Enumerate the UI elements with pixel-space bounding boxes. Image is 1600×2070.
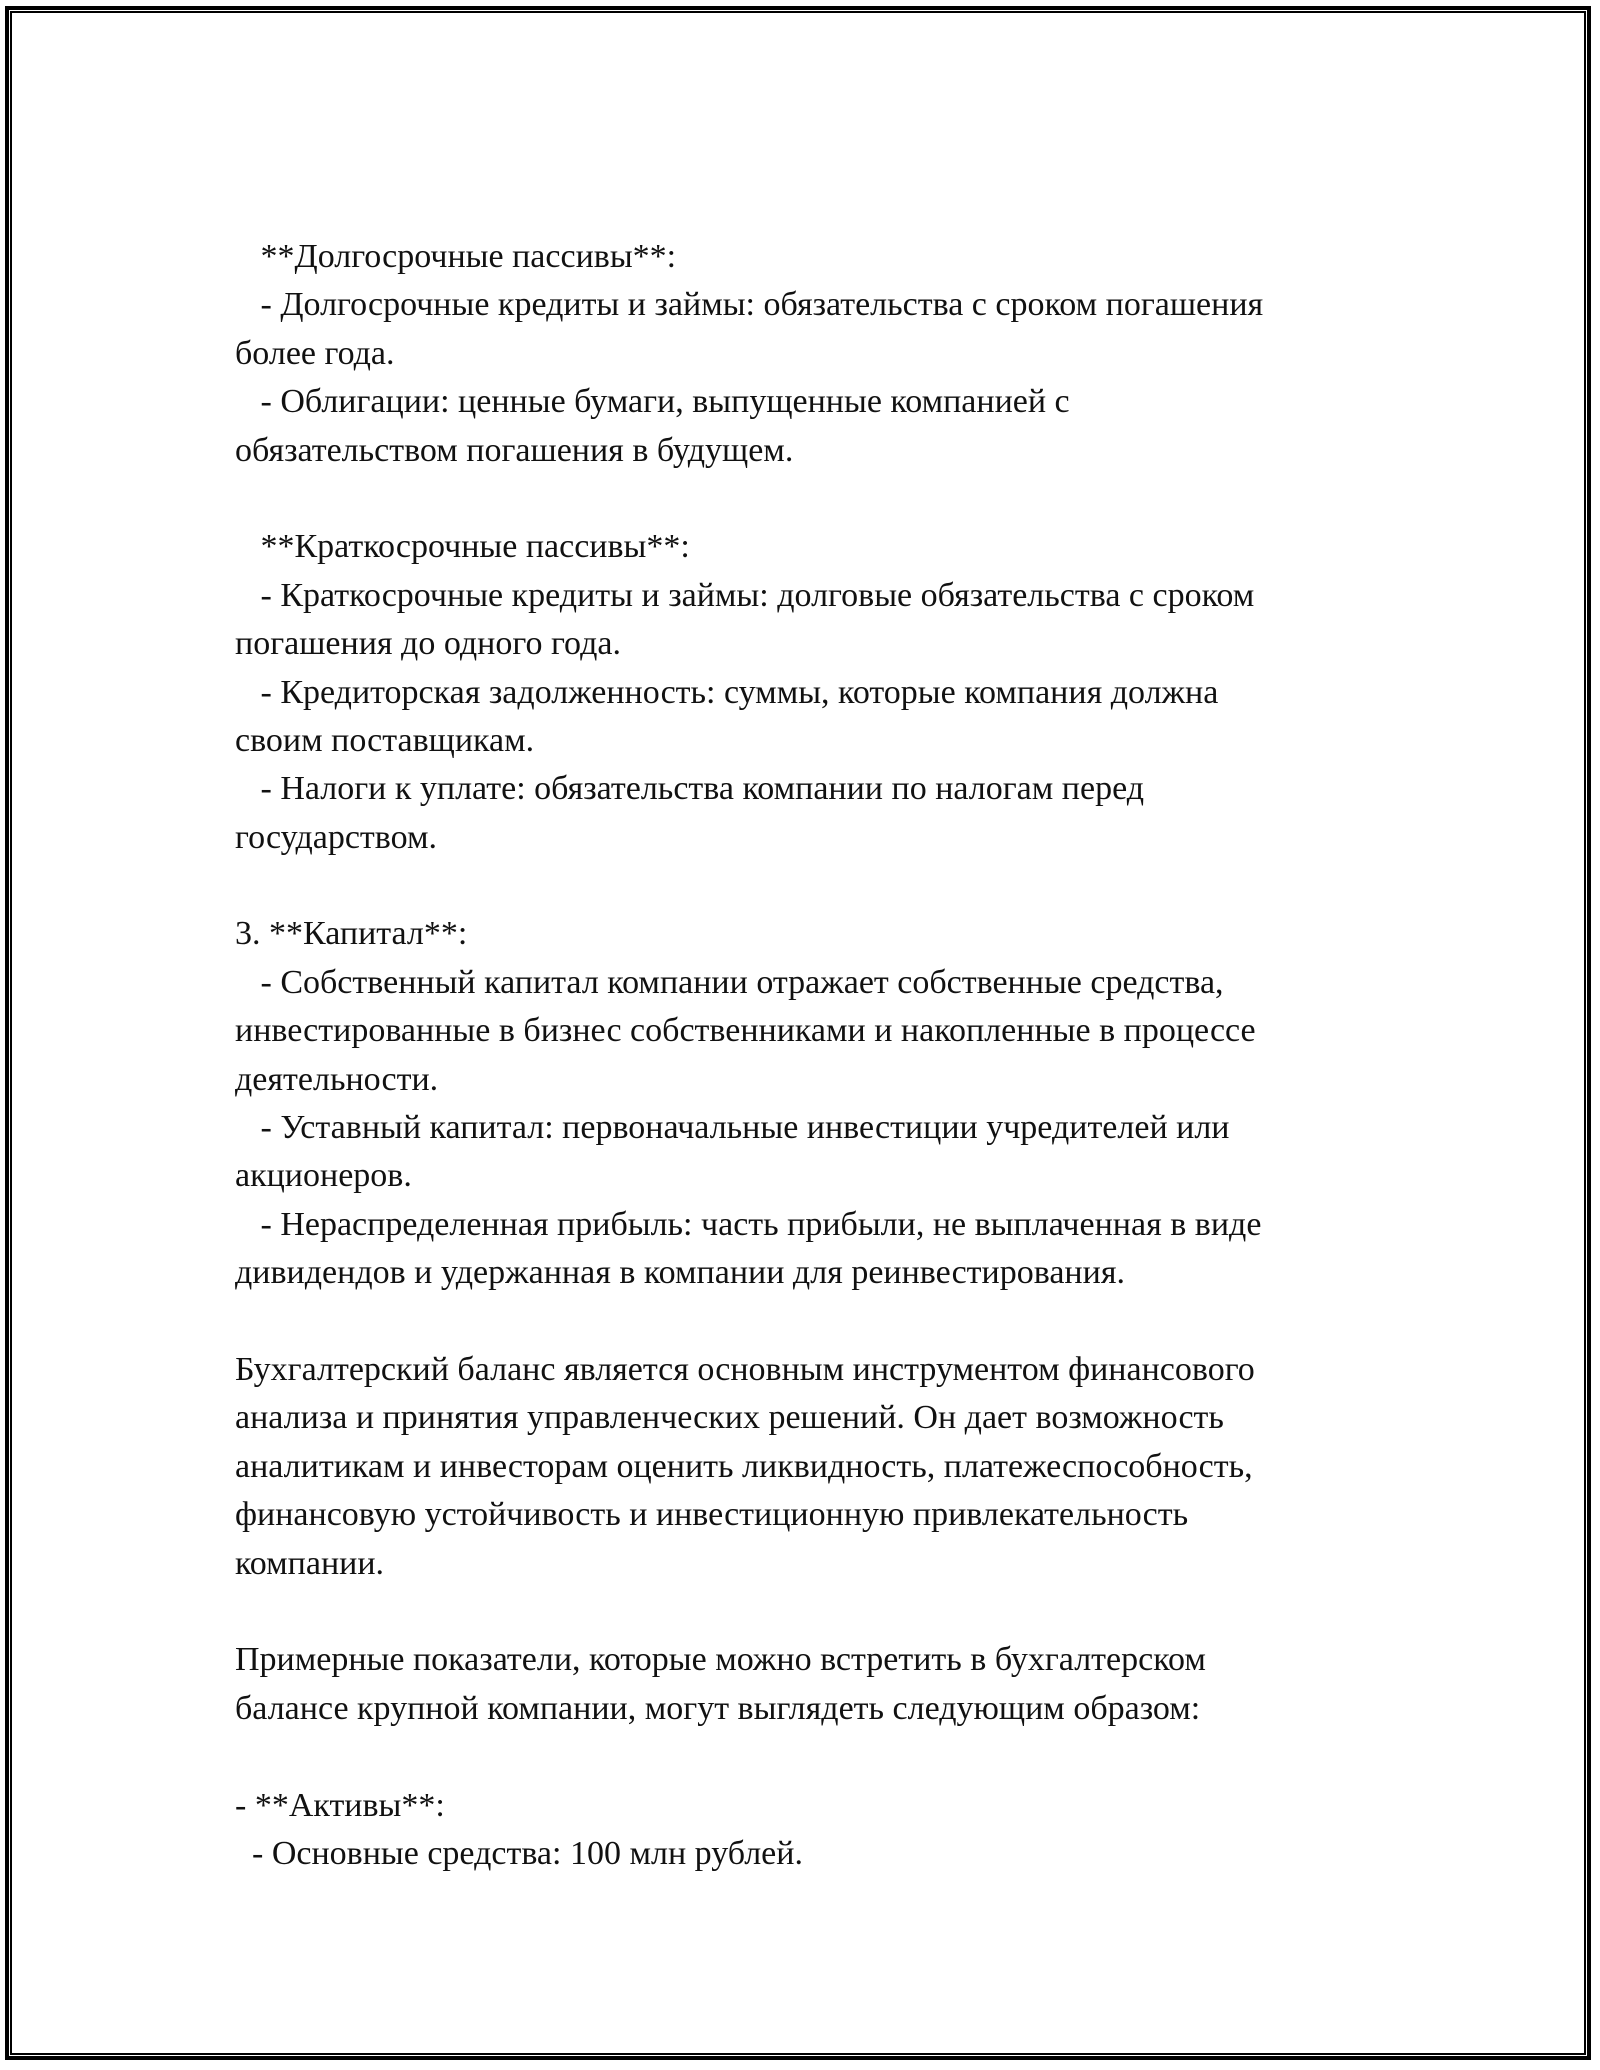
text-line: государством. bbox=[235, 818, 437, 856]
blank-line bbox=[235, 862, 1365, 910]
text-line: обязательством погашения в будущем. bbox=[235, 431, 794, 469]
text-line: - **Активы**: bbox=[235, 1786, 445, 1824]
text-line: финансовую устойчивость и инвестиционную привлекательность bbox=[235, 1496, 1189, 1534]
text-line: - Долгосрочные кредиты и займы: обязательства с сроком погашения bbox=[235, 286, 1264, 324]
text-line: - Уставный капитал: первоначальные инвестиции учредителей или bbox=[235, 1109, 1230, 1147]
text-line: **Краткосрочные пассивы**: bbox=[235, 528, 690, 566]
blank-line bbox=[235, 1298, 1365, 1346]
text-line: погашения до одного года. bbox=[235, 625, 621, 663]
text-line: компании. bbox=[235, 1544, 385, 1582]
text-line: дивидендов и удержанная в компании для реинвестирования. bbox=[235, 1254, 1125, 1292]
text-line: балансе крупной компании, могут выглядеть следующим образом: bbox=[235, 1689, 1201, 1727]
text-line: - Основные средства: 100 млн рублей. bbox=[235, 1834, 803, 1872]
text-line: деятельности. bbox=[235, 1060, 439, 1098]
text-line: - Кредиторская задолженность: суммы, которые компания должна bbox=[235, 673, 1219, 711]
text-line: Бухгалтерский баланс является основным инструментом финансового bbox=[235, 1350, 1255, 1388]
text-line: - Краткосрочные кредиты и займы: долговые обязательства с сроком bbox=[235, 576, 1255, 614]
text-line: более года. bbox=[235, 334, 395, 372]
text-line: - Облигации: ценные бумаги, выпущенные компанией с bbox=[235, 383, 1070, 421]
document-body bbox=[235, 233, 1365, 1878]
text-line: акционеров. bbox=[235, 1157, 412, 1195]
text-line: своим поставщикам. bbox=[235, 721, 535, 759]
text-line: аналитикам и инвесторам оценить ликвидность, платежеспособность, bbox=[235, 1447, 1253, 1485]
text-line: - Собственный капитал компании отражает собственные средства, bbox=[235, 963, 1224, 1001]
text-line: Примерные показатели, которые можно встретить в бухгалтерском bbox=[235, 1641, 1206, 1679]
text-line: - Нераспределенная прибыль: часть прибыли, не выплаченная в виде bbox=[235, 1205, 1262, 1243]
text-line: - Налоги к уплате: обязательства компании по налогам перед bbox=[235, 770, 1145, 808]
blank-line bbox=[235, 1733, 1365, 1781]
text-line: **Долгосрочные пассивы**: bbox=[235, 238, 677, 275]
blank-line bbox=[235, 475, 1365, 523]
blank-line bbox=[235, 1588, 1365, 1636]
text-line: 3. **Капитал**: bbox=[235, 915, 468, 953]
text-line: инвестированные в бизнес собственниками и накопленные в процессе bbox=[235, 1012, 1256, 1050]
text-line: анализа и принятия управленческих решений. Он дает возможность bbox=[235, 1399, 1224, 1437]
